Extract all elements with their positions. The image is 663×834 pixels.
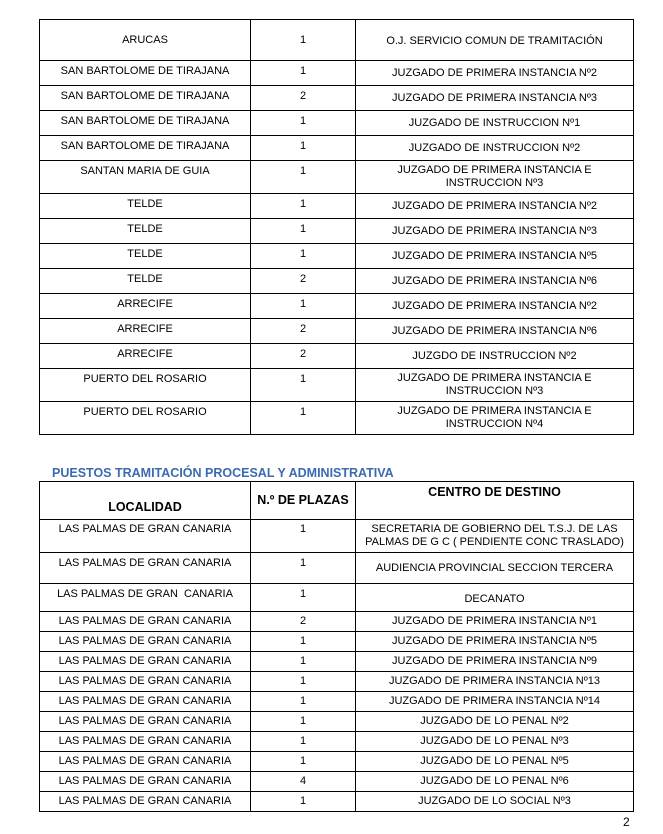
plazas-cell: 1 [251, 732, 356, 752]
destino-cell: JUZGADO DE PRIMERA INSTANCIA E INSTRUCCION Nº3 [356, 161, 634, 194]
column-header-localidad: LOCALIDAD [40, 482, 251, 520]
plazas-cell: 1 [251, 402, 356, 435]
table-row [40, 672, 634, 692]
destino-cell: JUZGADO DE LO PENAL Nº5 [356, 752, 634, 772]
destino-cell: JUZGADO DE PRIMERA INSTANCIA Nº13 [356, 672, 634, 692]
column-header-plazas: N.º DE PLAZAS [251, 482, 356, 520]
destino-cell: JUZGADO DE PRIMERA INSTANCIA Nº5 [356, 244, 634, 269]
table-row [40, 369, 634, 402]
localidad-cell: SAN BARTOLOME DE TIRAJANA [40, 136, 251, 161]
table-row [40, 61, 634, 86]
plazas-cell: 1 [251, 712, 356, 732]
localidad-cell: ARUCAS [40, 20, 251, 61]
localidad-cell: TELDE [40, 194, 251, 219]
destino-cell: JUZGADO DE PRIMERA INSTANCIA E INSTRUCCION Nº4 [356, 402, 634, 435]
table-header-row [40, 482, 634, 520]
localidad-cell: SAN BARTOLOME DE TIRAJANA [40, 86, 251, 111]
table-row [40, 732, 634, 752]
localidad-cell: LAS PALMAS DE GRAN CANARIA [40, 584, 251, 612]
plazas-cell: 1 [251, 20, 356, 61]
table-row [40, 319, 634, 344]
destino-cell: JUZGADO DE PRIMERA INSTANCIA Nº14 [356, 692, 634, 712]
localidad-cell: LAS PALMAS DE GRAN CANARIA [40, 612, 251, 632]
destino-cell: JUZGDO DE INSTRUCCION Nº2 [356, 344, 634, 369]
localidad-cell: SANTAN MARIA DE GUIA [40, 161, 251, 194]
table-row [40, 136, 634, 161]
localidad-cell: PUERTO DEL ROSARIO [40, 369, 251, 402]
destino-cell: AUDIENCIA PROVINCIAL SECCION TERCERA [356, 553, 634, 584]
localidad-cell: TELDE [40, 244, 251, 269]
localidad-cell: TELDE [40, 269, 251, 294]
localidad-cell: LAS PALMAS DE GRAN CANARIA [40, 692, 251, 712]
plazas-cell: 1 [251, 652, 356, 672]
localidad-cell: LAS PALMAS DE GRAN CANARIA [40, 652, 251, 672]
destino-cell: JUZGADO DE PRIMERA INSTANCIA Nº6 [356, 319, 634, 344]
destino-cell: JUZGADO DE LO PENAL Nº2 [356, 712, 634, 732]
table-row [40, 692, 634, 712]
destino-cell: JUZGADO DE LO PENAL Nº6 [356, 772, 634, 792]
table-row [40, 612, 634, 632]
destino-cell: JUZGADO DE PRIMERA INSTANCIA E INSTRUCCION Nº3 [356, 369, 634, 402]
plazas-cell: 1 [251, 294, 356, 319]
plazas-cell: 2 [251, 344, 356, 369]
table-row [40, 244, 634, 269]
table-row [40, 402, 634, 435]
localidad-cell: LAS PALMAS DE GRAN CANARIA [40, 553, 251, 584]
plazas-table-2 [39, 481, 634, 812]
plazas-cell: 4 [251, 772, 356, 792]
table-row [40, 86, 634, 111]
plazas-table-1 [39, 19, 634, 435]
localidad-cell: LAS PALMAS DE GRAN CANARIA [40, 772, 251, 792]
plazas-cell: 1 [251, 553, 356, 584]
destino-cell: JUZGADO DE PRIMERA INSTANCIA Nº2 [356, 194, 634, 219]
plazas-cell: 1 [251, 672, 356, 692]
table-row [40, 269, 634, 294]
table-row [40, 584, 634, 612]
destino-cell: SECRETARIA DE GOBIERNO DEL T.S.J. DE LAS PALMAS DE G C ( PENDIENTE CONC TRASLADO) [356, 520, 634, 553]
destino-cell: JUZGADO DE PRIMERA INSTANCIA Nº9 [356, 652, 634, 672]
table-row [40, 520, 634, 553]
localidad-cell: LAS PALMAS DE GRAN CANARIA [40, 520, 251, 553]
destino-cell: DECANATO [356, 584, 634, 612]
plazas-cell: 2 [251, 86, 356, 111]
localidad-cell: ARRECIFE [40, 319, 251, 344]
table-row [40, 632, 634, 652]
table-row [40, 294, 634, 319]
destino-cell: JUZGADO DE PRIMERA INSTANCIA Nº1 [356, 612, 634, 632]
localidad-cell: SAN BARTOLOME DE TIRAJANA [40, 111, 251, 136]
localidad-cell: LAS PALMAS DE GRAN CANARIA [40, 672, 251, 692]
plazas-cell: 1 [251, 61, 356, 86]
localidad-cell: ARRECIFE [40, 344, 251, 369]
localidad-cell: LAS PALMAS DE GRAN CANARIA [40, 632, 251, 652]
plazas-cell: 1 [251, 520, 356, 553]
destino-cell: JUZGADO DE PRIMERA INSTANCIA Nº2 [356, 294, 634, 319]
destino-cell: JUZGADO DE PRIMERA INSTANCIA Nº3 [356, 86, 634, 111]
page-number: 2 [623, 815, 630, 829]
table-row [40, 219, 634, 244]
destino-cell: JUZGADO DE LO SOCIAL Nº3 [356, 792, 634, 812]
table-row [40, 792, 634, 812]
table-row [40, 111, 634, 136]
table-row [40, 161, 634, 194]
plazas-cell: 1 [251, 219, 356, 244]
plazas-cell: 1 [251, 136, 356, 161]
table-row [40, 553, 634, 584]
localidad-cell: LAS PALMAS DE GRAN CANARIA [40, 752, 251, 772]
localidad-cell: SAN BARTOLOME DE TIRAJANA [40, 61, 251, 86]
plazas-cell: 1 [251, 244, 356, 269]
destino-cell: JUZGADO DE PRIMERA INSTANCIA Nº5 [356, 632, 634, 652]
table-row [40, 712, 634, 732]
localidad-cell: LAS PALMAS DE GRAN CANARIA [40, 792, 251, 812]
destino-cell: JUZGADO DE PRIMERA INSTANCIA Nº3 [356, 219, 634, 244]
localidad-cell: PUERTO DEL ROSARIO [40, 402, 251, 435]
plazas-cell: 1 [251, 632, 356, 652]
column-header-destino: CENTRO DE DESTINO [356, 482, 634, 520]
plazas-cell: 1 [251, 194, 356, 219]
destino-cell: JUZGADO DE PRIMERA INSTANCIA Nº2 [356, 61, 634, 86]
table-row [40, 20, 634, 61]
destino-cell: JUZGADO DE INSTRUCCION Nº1 [356, 111, 634, 136]
table-row [40, 194, 634, 219]
table-row [40, 652, 634, 672]
plazas-cell: 2 [251, 319, 356, 344]
localidad-cell: LAS PALMAS DE GRAN CANARIA [40, 712, 251, 732]
plazas-cell: 1 [251, 752, 356, 772]
plazas-cell: 1 [251, 792, 356, 812]
destino-cell: O.J. SERVICIO COMUN DE TRAMITACIÓN [356, 20, 634, 61]
localidad-cell: LAS PALMAS DE GRAN CANARIA [40, 732, 251, 752]
table-row [40, 752, 634, 772]
table-row [40, 772, 634, 792]
plazas-cell: 1 [251, 692, 356, 712]
plazas-cell: 1 [251, 161, 356, 194]
plazas-cell: 2 [251, 269, 356, 294]
plazas-cell: 2 [251, 612, 356, 632]
destino-cell: JUZGADO DE LO PENAL Nº3 [356, 732, 634, 752]
table-row [40, 344, 634, 369]
localidad-cell: ARRECIFE [40, 294, 251, 319]
plazas-cell: 1 [251, 111, 356, 136]
section-title: PUESTOS TRAMITACIÓN PROCESAL Y ADMINISTRATIVA [52, 466, 394, 480]
destino-cell: JUZGADO DE PRIMERA INSTANCIA Nº6 [356, 269, 634, 294]
destino-cell: JUZGADO DE INSTRUCCION Nº2 [356, 136, 634, 161]
localidad-cell: TELDE [40, 219, 251, 244]
plazas-cell: 1 [251, 369, 356, 402]
plazas-cell: 1 [251, 584, 356, 612]
